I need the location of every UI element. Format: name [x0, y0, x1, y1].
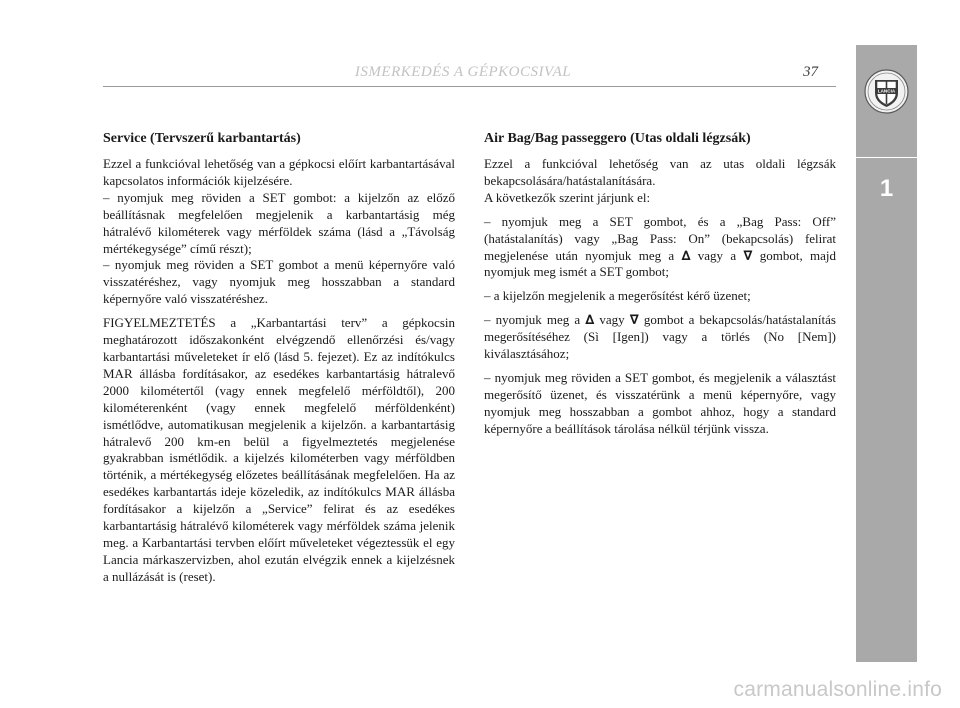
- airbag-step-3-text-a: – nyomjuk meg a: [484, 312, 586, 328]
- airbag-intro-paragraph: [484, 156, 836, 207]
- service-heading: Service (Tervszerű karbantartás): [103, 131, 301, 146]
- airbag-step-2: – a kijelzőn megjelenik a megerősítést kérő üzenet;: [484, 288, 751, 304]
- chapter-number: 1: [879, 175, 894, 202]
- service-warning-paragraph: FIGYELMEZTETÉS a „Karbantartási terv” a gépkocsin meghatározott időszakonként elvégzendő ellenőrzési és/vagy karbantartási műveleteket ír elő (lásd 5. fejezet). Ez az indítókulcs MAR állásba fordításakor, az esedékes karbantartásig hátralevő 2000 kilométertől (vagy ennek megfelelő mérföldtől), 200 kilométerenként (vagy ennek megfelelő mérföldenként) ismétlődve, automatikusan megjelenik a kijelzőn. a karbantartásig hátralevő 200 km-en belül a figyelmeztetés megjelenése gyakrabban ismétlődik. a kijelzés kilométerben vagy mérföldben történik, a mértékegység előzetes beállításának megfelelően. Ha az esedékes karbantartás ideje közeledik, az indítókulcs MAR állásba fordításakor a kijelzőn a „Service” felirat és az esedékes karbantartásig hátralévő kilométerek vagy mérföldek száma jelenik meg. a Karbantartási tervben előírt műveleteket végeztessük el egy Lancia márkaszervizben, ahol ezután elvégzik ennek a kijelzésnek a nullázását is (reset).: [103, 315, 455, 584]
- airbag-step-3: [484, 312, 836, 363]
- left-column: [103, 130, 455, 593]
- up-triangle-icon: ∆: [681, 248, 691, 264]
- watermark-text: carmanualsonline.info: [733, 678, 942, 701]
- airbag-step-1-text-a: – nyomjuk meg a SET gombot, és a „Bag Pass: Off” (hatástalanítás) vagy „Bag Pass: On” (bekapcsolás) felirat megjelenése után nyomjuk meg a: [484, 213, 836, 263]
- airbag-step-3-text-c: gombot a bekapcsolás/hatástalanítás megerősítéséhez (Sì [Igen]) vagy a törlés (No [Nem]) kiválasztásához;: [484, 312, 836, 362]
- up-triangle-icon: ∆: [585, 313, 595, 329]
- service-intro-text: Ezzel a funkcióval lehetőség van a gépkocsi előírt karbantartásával kapcsolatos információk kijelzésére.: [103, 156, 455, 188]
- airbag-step-3-text-b: vagy: [594, 312, 630, 328]
- logo-text: LANCIA: [877, 88, 896, 94]
- airbag-procedure-lead: A következők szerint járjunk el:: [484, 189, 651, 205]
- airbag-intro-text: Ezzel a funkcióval lehetőség van az utas oldali légzsák bekapcsolására/hatástalanítására.: [484, 156, 836, 188]
- right-column: [484, 130, 836, 445]
- airbag-step-1-text-c: gombot, majd nyomjuk meg ismét a SET gombot;: [484, 247, 837, 280]
- service-step-1: – nyomjuk meg röviden a SET gombot: a kijelzőn az előző beállításnak megfelelően megjelenik a karbantartásig még hátralévő kilométerek vagy mérföldek száma (lásd a „Távolság mértékegysége” című részt);: [103, 189, 455, 256]
- running-header-title: ISMERKEDÉS A GÉPKOCSIVAL: [354, 64, 572, 80]
- service-step-2: – nyomjuk meg röviden a SET gombot a menü képernyőre való visszatéréshez, vagy nyomjuk meg hosszabban a standard képernyőre való visszatéréshez.: [103, 257, 455, 307]
- page-number: 37: [803, 64, 818, 80]
- lancia-shield-icon: [864, 69, 909, 114]
- airbag-step-1-text-b: vagy a: [690, 247, 744, 263]
- header-rule: [103, 86, 836, 87]
- sidebar-divider: [856, 157, 917, 158]
- airbag-step-1: [484, 214, 836, 282]
- airbag-heading: Air Bag/Bag passeggero (Utas oldali légzsák): [484, 131, 751, 146]
- down-triangle-icon: ∇: [743, 248, 753, 264]
- down-triangle-icon: ∇: [629, 313, 639, 329]
- service-paragraph-intro: [103, 156, 455, 308]
- chapter-sidebar: [856, 45, 917, 662]
- airbag-step-4: – nyomjuk meg röviden a SET gombot, és megjelenik a választást megerősítő üzenet, és visszatérünk a menü képernyőre, vagy nyomjuk meg hosszabban a gombot ahhoz, hogy a standard képernyőre a beállítások tárolása nélkül térjünk vissza.: [484, 369, 836, 436]
